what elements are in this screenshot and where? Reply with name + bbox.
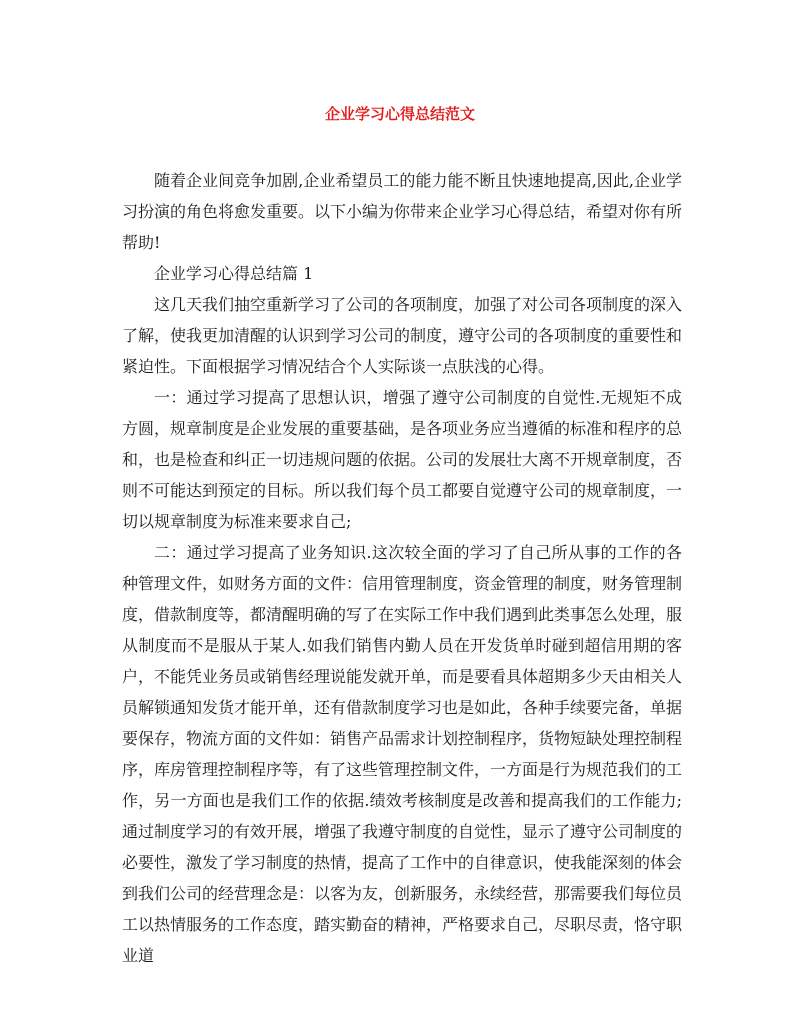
intro-paragraph: 随着企业间竞争加剧,企业希望员工的能力能不断且快速地提高,因此,企业学习扮演的角色将愈发重要。以下小编为你带来企业学习心得总结，希望对你有所帮助! xyxy=(122,171,683,252)
body-paragraph-1: 这几天我们抽空重新学习了公司的各项制度，加强了对公司各项制度的深入了解，使我更加清醒的认识到学习公司的制度，遵守公司的各项制度的重要性和紧迫性。下面根据学习情况结合个人实际谈一点肤浅的心得。 xyxy=(122,295,683,376)
document-title: 企业学习心得总结范文 xyxy=(324,105,475,123)
body-paragraph-2: 一：通过学习提高了思想认识，增强了遵守公司制度的自觉性.无规矩不成方圆，规章制度是企业发展的重要基础，是各项业务应当遵循的标准和程序的总和，也是检查和纠正一切违规问题的依据。公司的发展壮大离不开规章制度，否则不可能达到预定的目标。所以我们每个员工都要自觉遵守公司的规章制度，一切以规章制度为标准来要求自己; xyxy=(122,388,683,531)
document-body xyxy=(122,165,682,971)
section-heading: 企业学习心得总结篇 1 xyxy=(154,264,314,283)
body-paragraph-3: 二：通过学习提高了业务知识.这次较全面的学习了自己所从事的工作的各种管理文件，如财务方面的文件：信用管理制度，资金管理的制度，财务管理制度，借款制度等，都清醒明确的写了在实际工作中我们遇到此类事怎么处理，服从制度而不是服从于某人.如我们销售内勤人员在开发货单时碰到超信用期的客户，不能凭业务员或销售经理说能发就开单，而是要看具体超期多少天由相关人员解锁通知发货才能开单，还有借款制度学习也是如此，各种手续要完备，单据要保存，物流方面的文件如：销售产品需求计划控制程序，货物短缺处理控制程序，库房管理控制程序等，有了这些管理控制文件，一方面是行为规范我们的工作，另一方面也是我们工作的依据.绩效考核制度是改善和提高我们的工作能力;通过制度学习的有效开展，增强了我遵守制度的自觉性，显示了遵守公司制度的必要性，激发了学习制度的热情，提高了工作中的自律意识，使我能深刻的体会到我们公司的经营理念是：以客为友，创新服务，永续经营，那需要我们每位员工以热情服务的工作态度，踏实勤奋的精神，严格要求自己，尽职尽责，恪守职业道 xyxy=(122,543,683,965)
